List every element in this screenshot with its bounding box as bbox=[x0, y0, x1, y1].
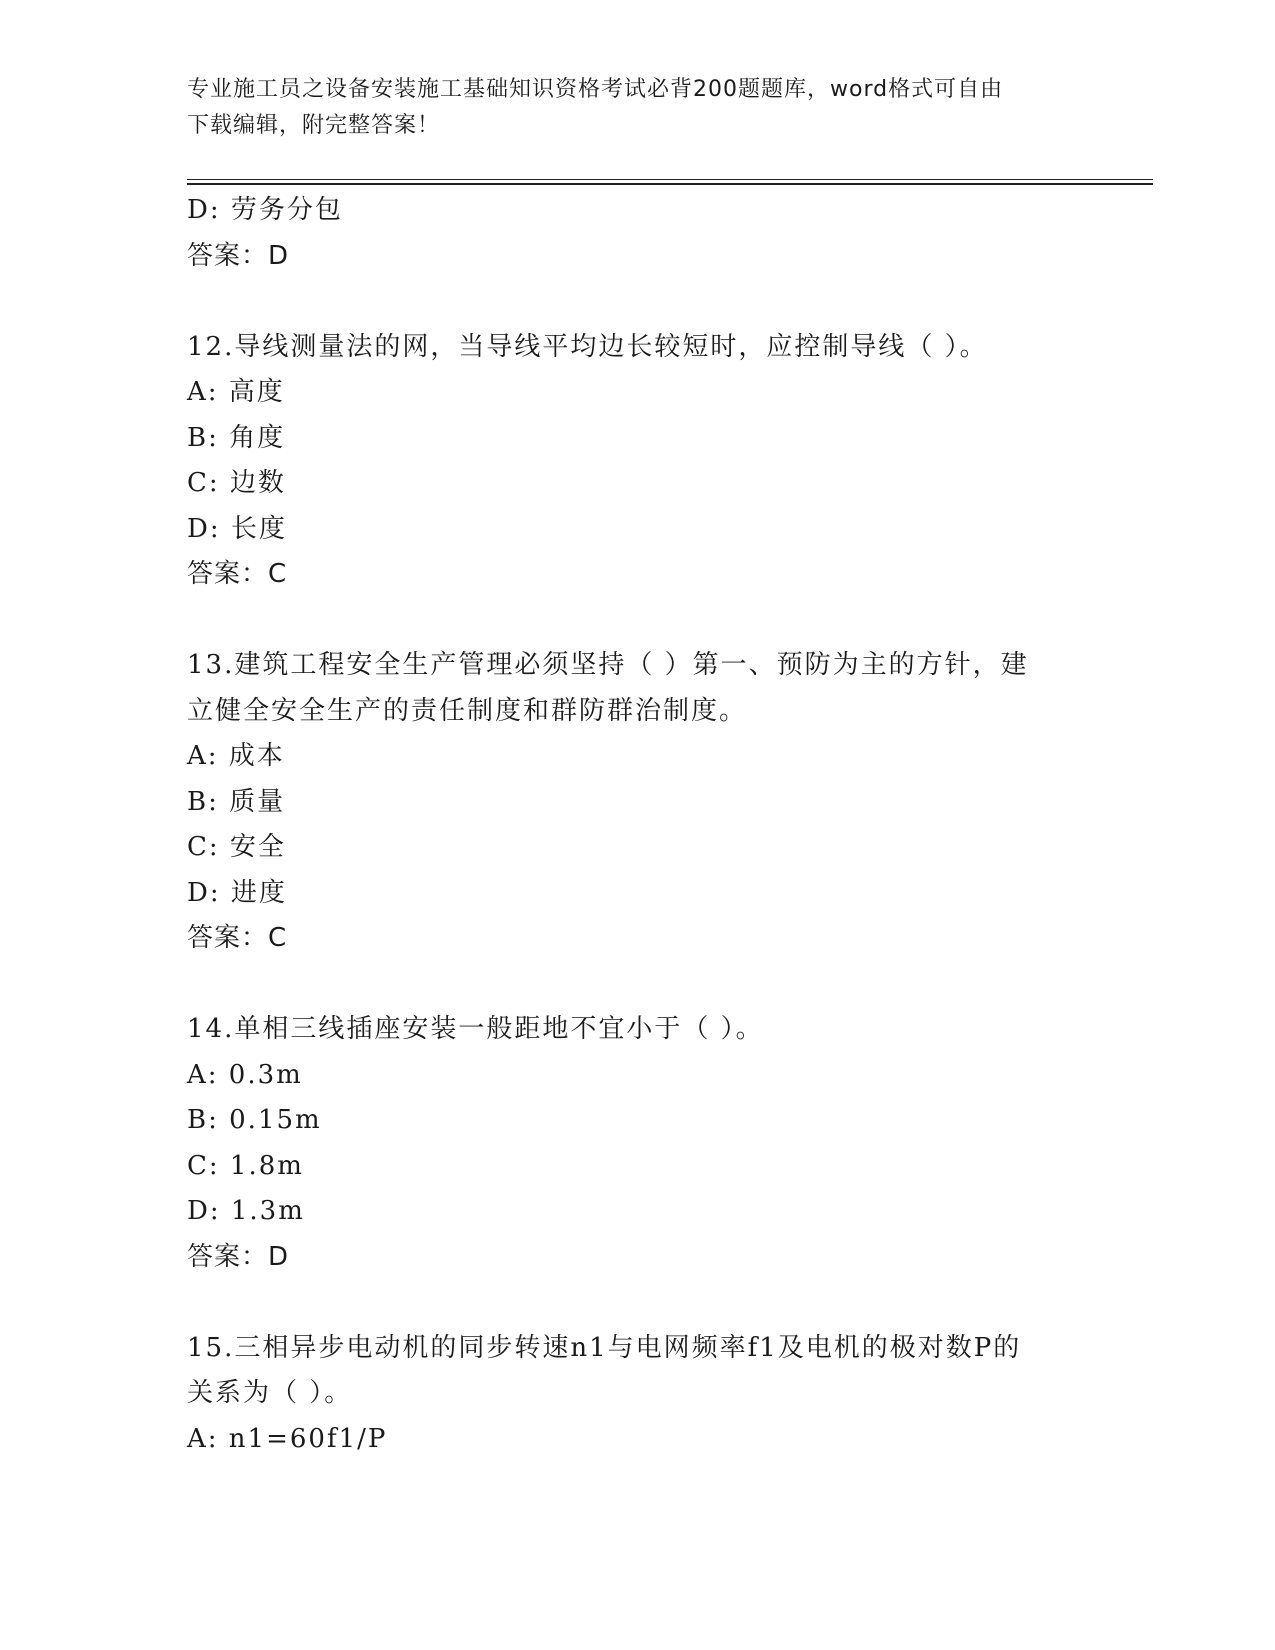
header-divider-thin bbox=[187, 179, 1153, 180]
question-stem: 13.建筑工程安全生产管理必须坚持（ ）第一、预防为主的方针，建 bbox=[187, 650, 1029, 680]
spacer bbox=[187, 598, 1087, 644]
answer: 答案：D bbox=[187, 240, 290, 271]
document-header bbox=[187, 72, 1067, 144]
option-b: B: 0.15m bbox=[187, 1105, 322, 1135]
question-stem: 14.单相三线插座安装一般距地不宜小于（ ）。 bbox=[187, 1014, 764, 1044]
spacer bbox=[187, 279, 1087, 325]
document-body bbox=[187, 188, 1087, 1462]
header-divider-thick bbox=[187, 183, 1153, 185]
question-13 bbox=[187, 643, 1087, 962]
option-a: A: 0.3m bbox=[187, 1059, 303, 1090]
option-b: B: 角度 bbox=[187, 422, 286, 453]
header-line-2: 下载编辑，附完整答案！ bbox=[187, 113, 441, 138]
question-12 bbox=[187, 325, 1087, 598]
option-c: C: 安全 bbox=[187, 832, 286, 862]
option-a: A: 成本 bbox=[187, 741, 285, 771]
question-stem: 15.三相异步电动机的同步转速n1与电网频率f1及电机的极对数P的 bbox=[187, 1332, 1022, 1363]
question-stem: 12.导线测量法的网，当导线平均边长较短时，应控制导线（ ）。 bbox=[187, 331, 988, 362]
header-line-1: 专业施工员之设备安装施工基础知识资格考试必背200题题库，word格式可自由 bbox=[187, 77, 1004, 102]
question-stem-continued: 立健全安全生产的责任制度和群防群治制度。 bbox=[187, 695, 748, 726]
answer: 答案：C bbox=[187, 559, 288, 589]
question-stem-continued: 关系为（ ）。 bbox=[187, 1378, 353, 1408]
option-d: D: 进度 bbox=[187, 877, 287, 908]
spacer bbox=[187, 1280, 1087, 1326]
answer: 答案：C bbox=[187, 923, 288, 953]
option-d: D: 1.3m bbox=[187, 1196, 305, 1226]
question-15 bbox=[187, 1326, 1087, 1463]
option-d: D: 劳务分包 bbox=[187, 195, 343, 225]
answer: 答案：D bbox=[187, 1241, 290, 1272]
question-14 bbox=[187, 1007, 1087, 1280]
option-a: A: 高度 bbox=[187, 377, 285, 407]
option-c: C: 1.8m bbox=[187, 1150, 304, 1181]
spacer bbox=[187, 962, 1087, 1008]
option-b: B: 质量 bbox=[187, 786, 286, 817]
option-a: A: n1=60f1/P bbox=[187, 1423, 388, 1454]
option-d: D: 长度 bbox=[187, 513, 287, 544]
option-c: C: 边数 bbox=[187, 468, 286, 498]
